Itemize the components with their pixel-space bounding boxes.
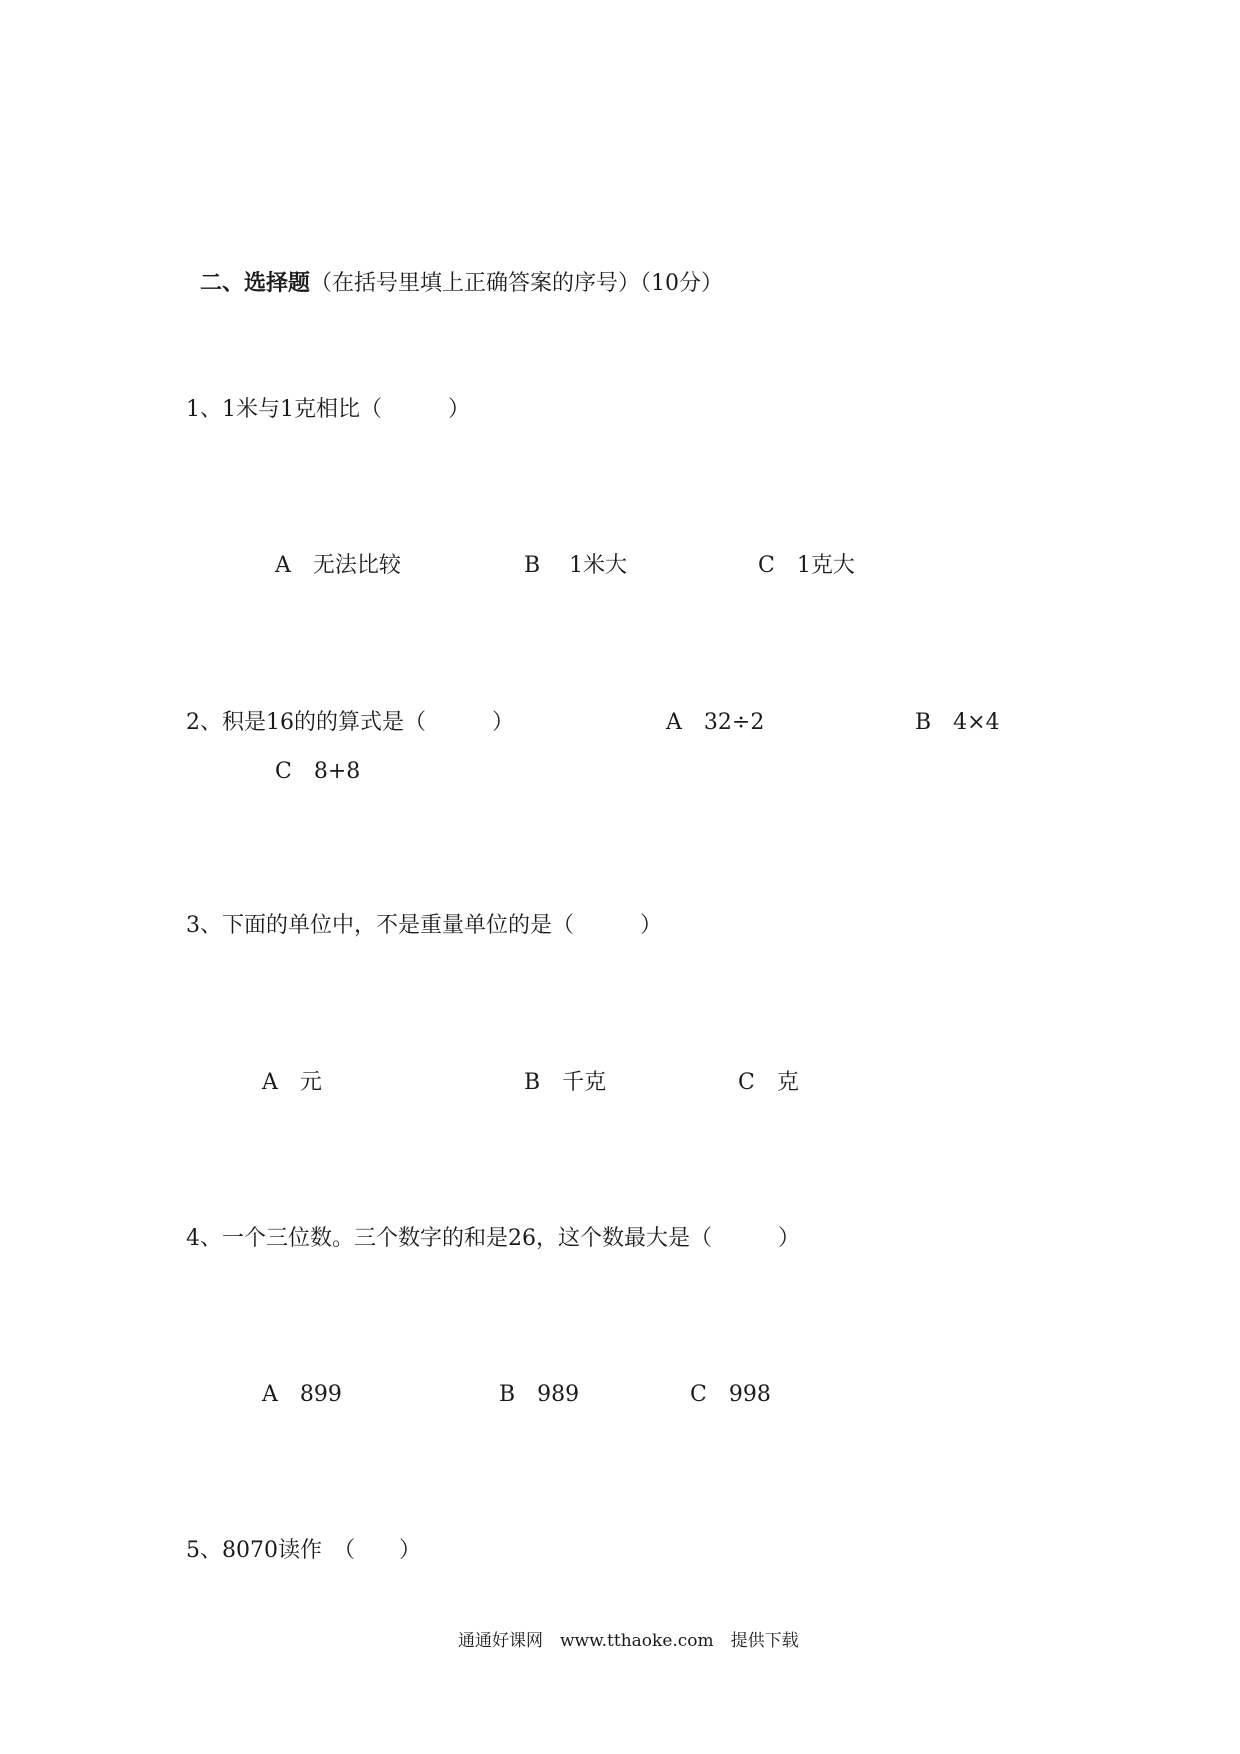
- question-1-option-c: C 1克大: [758, 553, 855, 578]
- question-4-stem: 4、一个三位数。三个数字的和是26，这个数最大是（ ）: [186, 1226, 800, 1251]
- section-heading: [186, 239, 723, 299]
- question-2-stem: 2、积是16的的算式是（ ）: [186, 710, 514, 735]
- question-3-option-c: C 克: [738, 1070, 799, 1095]
- question-2-option-a: A 32÷2: [666, 710, 765, 735]
- question-1-option-a: A 无法比较: [275, 553, 401, 578]
- question-4-option-b: B 989: [499, 1382, 580, 1407]
- section-title: 二、选择题: [200, 271, 311, 296]
- question-3-option-b: B 千克: [524, 1070, 607, 1095]
- question-2-option-c: C 8+8: [275, 759, 361, 784]
- question-1-stem: 1、1米与1克相比（ ）: [186, 397, 470, 422]
- question-5-stem: 5、8070读作 （ ）: [186, 1538, 421, 1563]
- question-1-option-b: B 1米大: [524, 553, 628, 578]
- question-4-option-c: C 998: [690, 1382, 771, 1407]
- question-2-option-b: B 4×4: [915, 710, 1000, 735]
- page-footer: 通通好课网 www.tthaoke.com 提供下载: [458, 1631, 799, 1651]
- question-3-stem: 3、下面的单位中，不是重量单位的是（ ）: [186, 913, 662, 938]
- question-4-option-a: A 899: [262, 1382, 342, 1407]
- section-note: （在括号里填上正确答案的序号）（10分）: [310, 271, 724, 296]
- question-3-option-a: A 元: [262, 1070, 322, 1095]
